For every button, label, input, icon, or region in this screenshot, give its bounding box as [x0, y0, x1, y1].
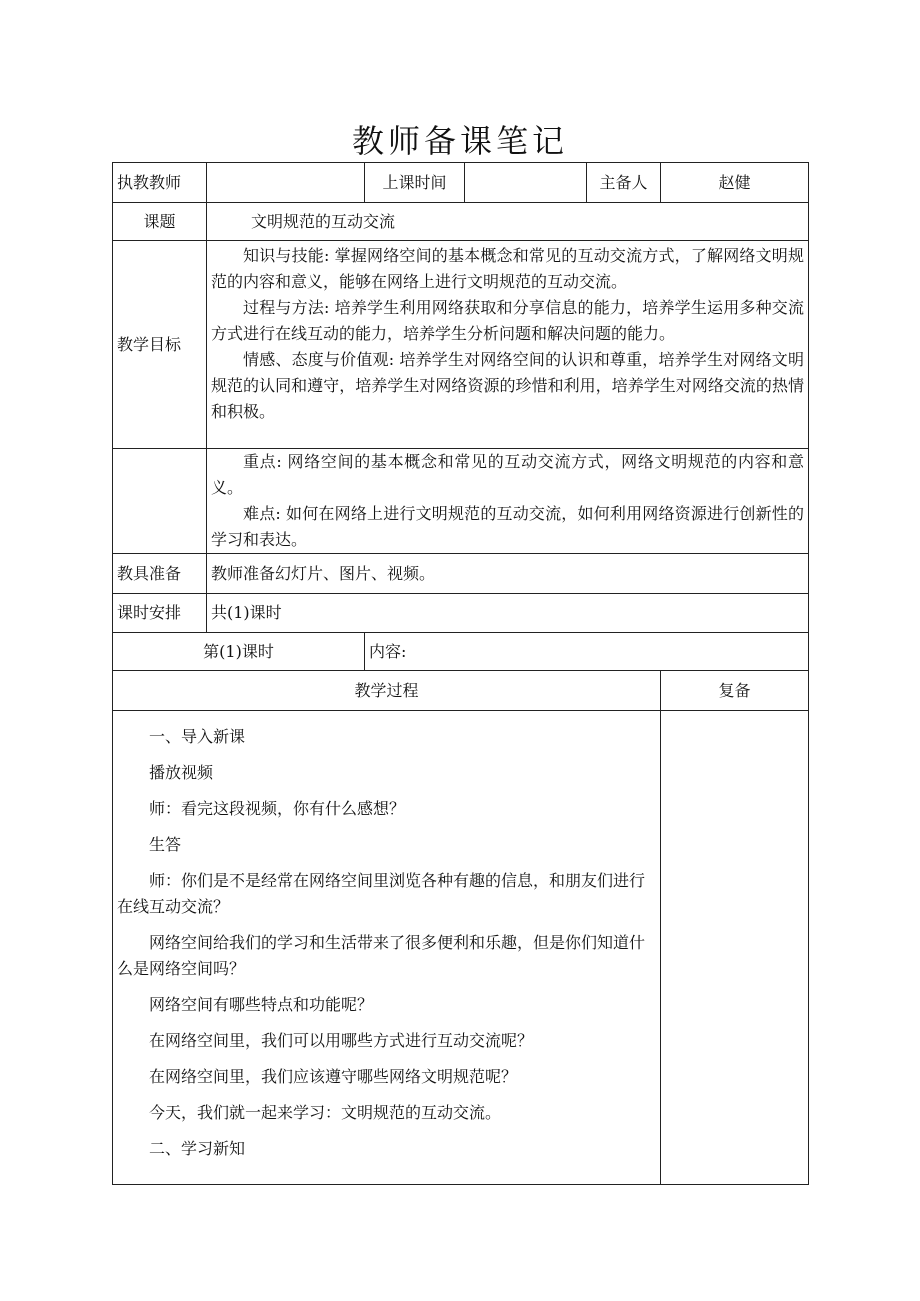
time-label: 上课时间 — [365, 163, 465, 203]
period-content-label: 内容: — [365, 633, 809, 671]
teacher-value — [207, 163, 365, 203]
lead-value: 赵健 — [661, 163, 809, 203]
header-row — [113, 163, 809, 203]
topic-value: 文明规范的互动交流 — [207, 203, 809, 241]
goal-attitude: 情感、态度与价值观: 培养学生对网络空间的认识和尊重，培养学生对网络文明规范的认同和遵守，培养学生对网络资源的珍惜和利用，培养学生对网络交流的热情和积极。 — [211, 350, 804, 421]
tools-label: 教具准备 — [113, 554, 207, 594]
time-value — [465, 163, 587, 203]
process-line: 师：你们是不是经常在网络空间里浏览各种有趣的信息，和朋友们进行在线互动交流？ — [117, 871, 646, 916]
period-row — [113, 633, 809, 671]
tools-value: 教师准备幻灯片、图片、视频。 — [207, 554, 809, 594]
keypoints-label — [113, 449, 207, 554]
process-line: 在网络空间里，我们可以用哪些方式进行互动交流呢？ — [149, 1031, 534, 1050]
tools-row — [113, 554, 809, 594]
process-line: 网络空间有哪些特点和功能呢？ — [149, 995, 374, 1014]
process-line: 师：看完这段视频，你有什么感想？ — [149, 799, 406, 818]
keypoint-focus: 重点: 网络空间的基本概念和常见的互动交流方式，网络文明规范的内容和意义。 — [211, 452, 804, 497]
process-line: 今天，我们就一起来学习：文明规范的互动交流。 — [149, 1103, 502, 1122]
lead-label: 主备人 — [587, 163, 661, 203]
schedule-value: 共(1)课时 — [207, 594, 809, 633]
goals-row — [113, 241, 809, 449]
schedule-row — [113, 594, 809, 633]
keypoints-row — [113, 449, 809, 554]
process-row — [113, 711, 809, 1185]
topic-row — [113, 203, 809, 241]
process-content — [113, 711, 661, 1185]
goal-process: 过程与方法: 培养学生利用网络获取和分享信息的能力，培养学生运用多种交流方式进行在线互动的能力，培养学生分析问题和解决问题的能力。 — [211, 298, 804, 343]
period-label: 第(1)课时 — [113, 633, 365, 671]
process-line: 一、导入新课 — [149, 727, 246, 746]
keypoint-difficulty: 难点: 如何在网络上进行文明规范的互动交流，如何利用网络资源进行创新性的学习和表达。 — [211, 504, 804, 549]
goals-label: 教学目标 — [113, 241, 207, 449]
process-line: 二、学习新知 — [149, 1139, 246, 1158]
process-line: 生答 — [149, 835, 182, 854]
review-header: 复备 — [661, 671, 809, 711]
page-title: 教师备课笔记 — [351, 122, 568, 160]
schedule-label: 课时安排 — [113, 594, 207, 633]
process-line: 播放视频 — [149, 763, 214, 782]
lesson-plan-table — [112, 162, 809, 1185]
teacher-label: 执教教师 — [113, 163, 207, 203]
process-header: 教学过程 — [113, 671, 661, 711]
process-line: 网络空间给我们的学习和生活带来了很多便利和乐趣，但是你们知道什么是网络空间吗？ — [117, 933, 646, 978]
process-header-row — [113, 671, 809, 711]
topic-label: 课题 — [113, 203, 207, 241]
review-column — [661, 711, 809, 1185]
goal-knowledge: 知识与技能: 掌握网络空间的基本概念和常见的互动交流方式，了解网络文明规范的内容和意义，能够在网络上进行文明规范的互动交流。 — [211, 246, 804, 291]
process-line: 在网络空间里，我们应该遵守哪些网络文明规范呢？ — [149, 1067, 518, 1086]
